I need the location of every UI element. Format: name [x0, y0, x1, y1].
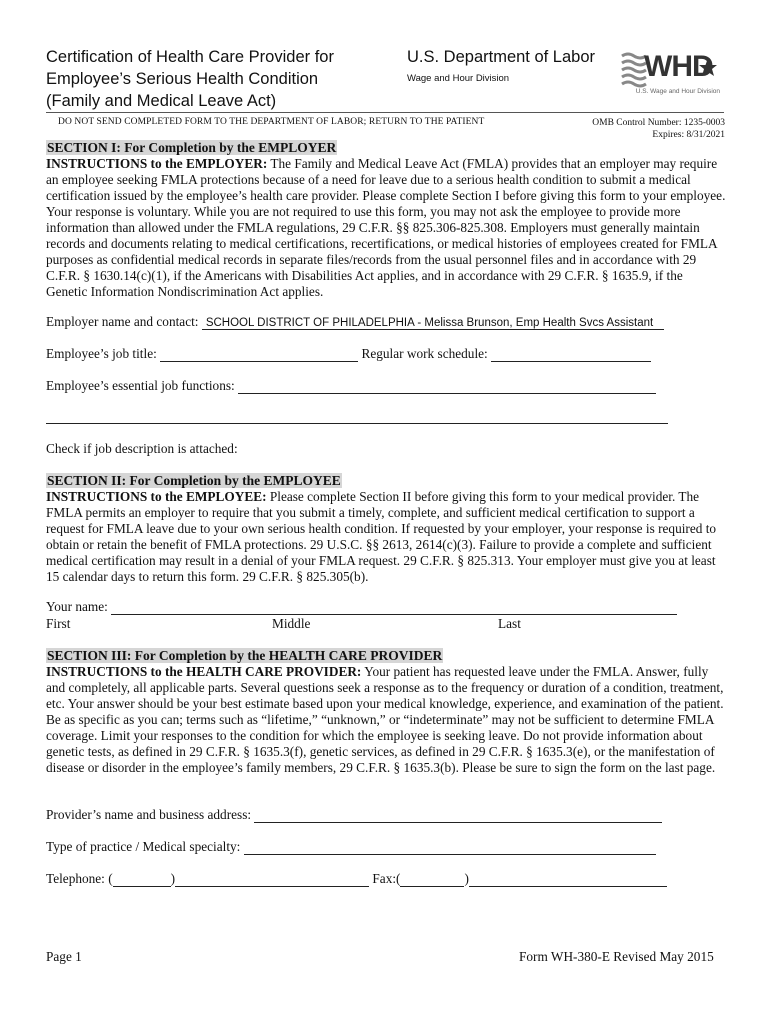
name-row	[46, 599, 677, 615]
provider-field[interactable]	[254, 808, 662, 823]
name-first-label: First	[46, 616, 71, 631]
functions-field-line-2[interactable]	[46, 423, 668, 424]
telephone-label: Telephone: (	[46, 871, 113, 886]
section-1-instr-label: INSTRUCTIONS to the EMPLOYER:	[46, 156, 268, 171]
practice-field[interactable]	[244, 840, 656, 855]
practice-label: Type of practice / Medical specialty:	[46, 839, 241, 854]
section-3-heading: SECTION III: For Completion by the HEALTH CARE PROVIDER	[47, 648, 443, 663]
omb-control	[560, 117, 725, 141]
schedule-field[interactable]	[491, 347, 651, 362]
page-number: Page 1	[46, 949, 82, 964]
section-2-heading: SECTION II: For Completion by the EMPLOYEE	[47, 473, 341, 488]
whd-logo	[620, 48, 720, 100]
return-notice: DO NOT SEND COMPLETED FORM TO THE DEPARTMENT OF LABOR; RETURN TO THE PATIENT	[58, 117, 485, 127]
form-title-line-1: Certification of Health Care Provider for	[46, 48, 334, 66]
name-last-label: Last	[498, 616, 521, 631]
form-title	[46, 46, 376, 112]
section-1-instr-text: The Family and Medical Leave Act (FMLA) provides that an employer may require an employee seeking FMLA protections because of a need for leave due to a serious health condition to submit a medical certification issued by the employee’s health care provider. Please complete Section I before giving this form to your employee. Your response is voluntary. While you are not required to use this form, you may not ask the employee to provide more information than allowed under the FMLA regulations, 29 C.F.R. §§ 825.306-825.308. Employers must generally maintain records and documents relating to medical certifications, recertifications, or medical histories of employees created for FMLA purposes as confidential medical records in separate files/records from the usual personnel files and in accordance with 29 C.F.R. § 1630.14(c)(1), if the Americans with Disabilities Act applies, and in accordance with 29 C.F.R. § 1635.9, if the Genetic Information Nondiscrimination Act applies.	[46, 156, 726, 299]
section-3-instr-text: Your patient has requested leave under the FMLA. Answer, fully and completely, all applicable parts. Several questions seek a response as to the frequency or duration of a condition, treatment, etc. Your answer should be your best estimate based upon your medical knowledge, experience, and examination of the patient. Be as specific as you can; terms such as “lifetime,” “unknown,” or “indeterminate” may not be sufficient to determine FMLA coverage. Limit your responses to the condition for which the employee is seeking leave. Do not provide information about genetic tests, as defined in 29 C.F.R. § 1635.3(f), genetic services, as defined in 29 C.F.R. § 1635.3(e), or the manifestation of disease or disorder in the employee’s family members, 29 C.F.R. § 1635.3(b). Please be sure to sign the form on the last page.	[46, 664, 724, 775]
telephone-close-paren: )	[170, 871, 176, 886]
form-title-line-3: (Family and Medical Leave Act)	[46, 92, 277, 110]
section-3-heading-wrap	[46, 647, 443, 665]
section-2-instr-label: INSTRUCTIONS to the EMPLOYEE:	[46, 489, 267, 504]
expiration-date: Expires: 8/31/2021	[652, 130, 725, 140]
phone-fax-row	[46, 871, 667, 887]
functions-row	[46, 378, 656, 394]
omb-number: OMB Control Number: 1235-0003	[592, 118, 725, 128]
fax-close-paren: )	[464, 871, 469, 886]
job-title-label: Employee’s job title:	[46, 346, 157, 361]
section-1-heading-wrap	[46, 139, 337, 157]
form-title-line-2: Employee’s Serious Health Condition	[46, 70, 319, 88]
employer-row	[46, 314, 664, 330]
fax-area-code-field[interactable]	[400, 872, 464, 887]
section-1-heading: SECTION I: For Completion by the EMPLOYER	[47, 140, 337, 155]
functions-field[interactable]	[238, 379, 656, 394]
employer-label: Employer name and contact:	[46, 314, 199, 329]
telephone-number-field[interactable]	[175, 872, 369, 887]
section-2-instructions	[46, 489, 726, 585]
name-field[interactable]	[111, 600, 677, 615]
section-2-instr-text: Please complete Section II before giving this form to your medical provider. The FMLA permits an employer to require that you submit a timely, complete, and sufficient medical certification to support a request for FMLA leave due to your own serious health condition. If requested by your employer, your response is required to obtain or retain the benefit of FMLA protections. 29 U.S.C. §§ 2613, 2614(c)(3). Failure to provide a complete and sufficient medical certification may result in a denial of your FMLA request. 29 C.F.R. § 825.313. Your employer must give you at least 15 calendar days to return this form. 29 C.F.R. § 825.305(b).	[46, 489, 717, 584]
provider-row	[46, 807, 662, 823]
fax-label: Fax:(	[372, 871, 401, 886]
employer-field[interactable]: SCHOOL DISTRICT OF PHILADELPHIA - Melissa Brunson, Emp Health Svcs Assistant	[202, 317, 664, 330]
logo-wordmark: WHD	[644, 50, 713, 83]
schedule-label: Regular work schedule:	[361, 346, 488, 361]
provider-label: Provider’s name and business address:	[46, 807, 252, 822]
section-3-instr-label: INSTRUCTIONS to the HEALTH CARE PROVIDER:	[46, 664, 362, 679]
section-3-instructions	[46, 664, 726, 776]
section-2-heading-wrap	[46, 472, 342, 490]
logo-caption: U.S. Wage and Hour Division	[635, 88, 720, 95]
telephone-area-code-field[interactable]	[113, 872, 171, 887]
form-id: Form WH-380-E Revised May 2015	[519, 949, 714, 964]
header-divider	[46, 112, 724, 113]
fax-number-field[interactable]	[469, 872, 667, 887]
division-name: Wage and Hour Division	[407, 73, 510, 84]
job-title-row	[46, 346, 651, 362]
job-description-attached[interactable]: Check if job description is attached:	[46, 441, 238, 456]
section-1-instructions	[46, 156, 726, 300]
functions-label: Employee’s essential job functions:	[46, 378, 235, 393]
department-name: U.S. Department of Labor	[407, 48, 596, 66]
practice-row	[46, 839, 656, 855]
job-title-field[interactable]	[160, 347, 358, 362]
name-label: Your name:	[46, 599, 108, 614]
name-middle-label: Middle	[272, 616, 311, 631]
